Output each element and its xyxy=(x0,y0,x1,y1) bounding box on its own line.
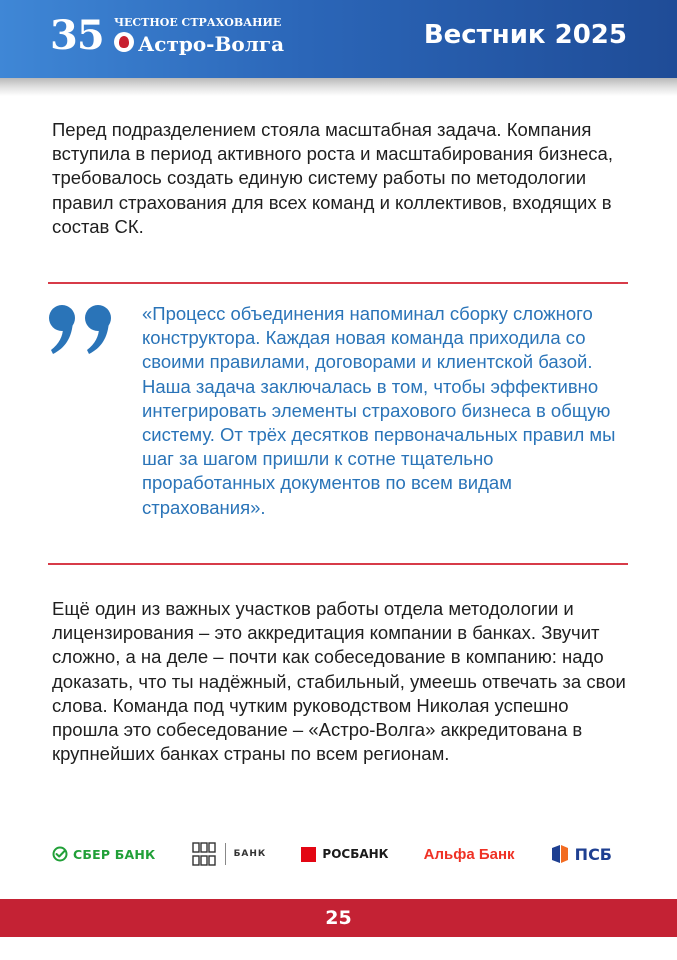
sberbank-logo xyxy=(52,846,155,862)
quote-mark-icon xyxy=(48,304,116,354)
logo-emblem-icon xyxy=(114,32,134,52)
page-footer xyxy=(0,899,677,937)
quote-text: «Процесс объединения напоминал сборку сложного конструктора. Каждая новая команда приходила со своими правилами, договорами и клиентской базой. Наша задача заключалась в том, чтобы эффективно интегрировать элементы страхового бизнеса в общую систему. От трёх десятков первоначальных правил мы шаг за шагом пришли к сотне тщательно проработанных документов по всем видам страхования». xyxy=(142,303,616,518)
intro-paragraph: Перед подразделением стояла масштабная задача. Компания вступила в период активного роста и масштабирования бизнеса, требовалось создать единую систему работы по методологии правил страхования для всех команд и коллективов, входящих в состав СК. xyxy=(52,119,613,237)
astro-volga-logo xyxy=(50,12,285,59)
quote-divider-top xyxy=(48,282,628,284)
issue-title: Вестник 2025 xyxy=(423,20,627,50)
sberbank-logo-text: СБЕР БАНК xyxy=(73,846,156,862)
page-header xyxy=(0,0,677,78)
logo-tagline: ЧЕСТНОЕ СТРАХОВАНИЕ xyxy=(114,16,282,29)
psb-logo-text: ПСБ xyxy=(574,844,612,864)
logo-brand-name: Астро-Волга xyxy=(138,32,285,56)
bank-logos-row xyxy=(52,838,612,870)
page-number: 25 xyxy=(325,907,352,929)
dom-rf-separator xyxy=(225,843,226,865)
rosbank-logo xyxy=(301,847,388,862)
header-shadow xyxy=(0,78,677,96)
accreditation-paragraph: Ещё один из важных участков работы отдела методологии и лицензирования – это аккредитация компании в банках. Звучит сложно, а на деле – почти как собеседование в компанию: надо доказать, что ты надёжный, стабильный, умеешь отвечать за свои слова. Команда под чутким руководством Николая успешно прошла это собеседование – «Астро-Волга» аккредитована в крупнейших банках страны по всем регионам. xyxy=(52,598,626,765)
logo-anniversary-number: 35 xyxy=(50,12,104,59)
dom-rf-emblem-icon xyxy=(191,841,217,867)
dom-rf-logo xyxy=(191,841,267,867)
sber-check-icon xyxy=(52,846,68,862)
psb-logo xyxy=(550,844,612,864)
alfa-bank-logo-text: Альфа Банк xyxy=(423,845,515,863)
rosbank-logo-text: РОСБАНК xyxy=(322,847,389,861)
rosbank-square-icon xyxy=(301,847,316,862)
psb-emblem-icon xyxy=(550,844,570,864)
dom-rf-logo-text: БАНК xyxy=(233,849,267,859)
alfa-bank-logo xyxy=(424,846,515,863)
quote-divider-bottom xyxy=(48,563,628,565)
